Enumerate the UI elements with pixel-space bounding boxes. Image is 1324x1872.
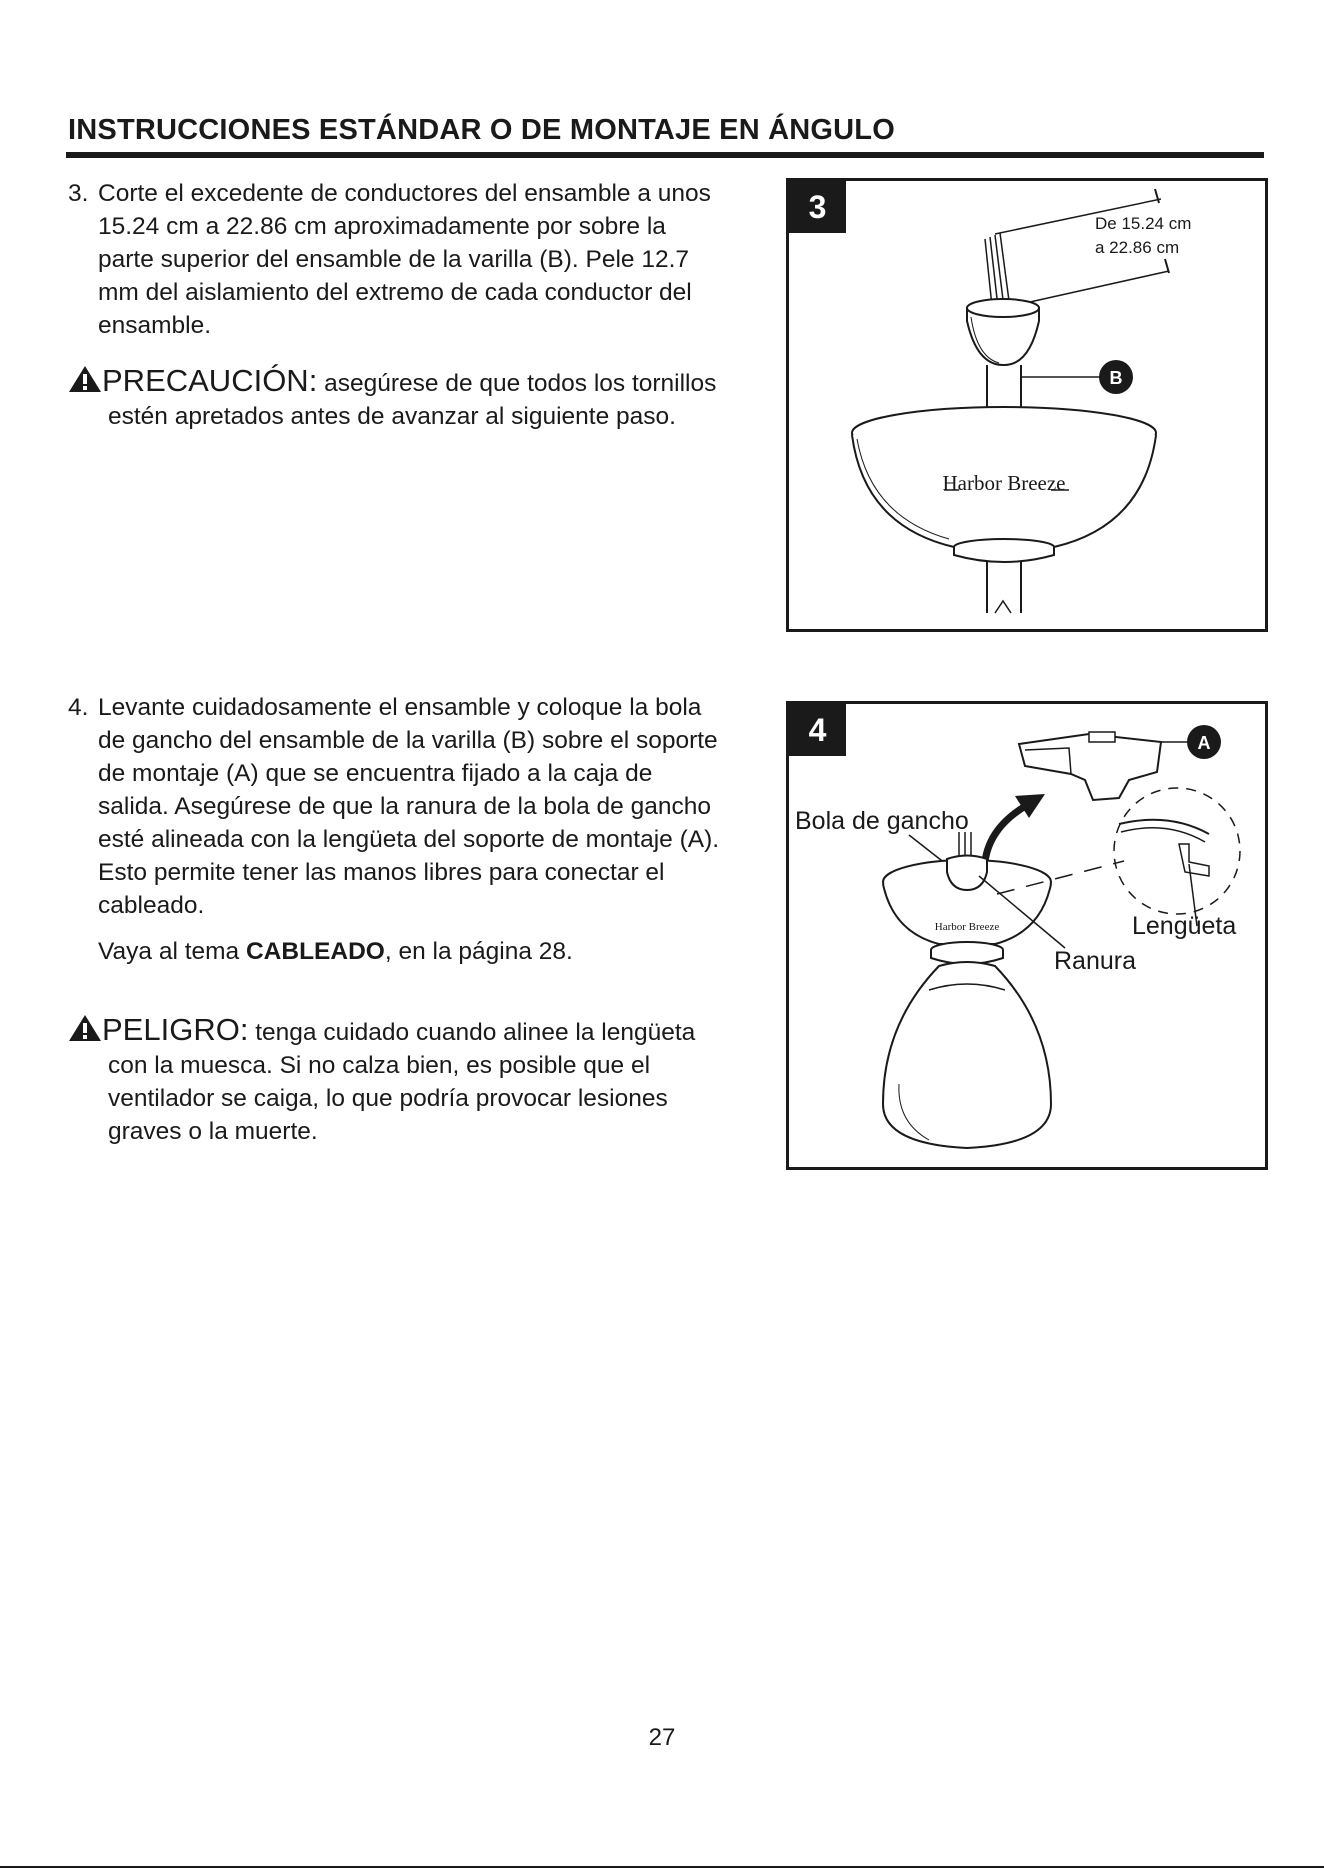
step-3-line: mm del aislamiento del extremo de cada conductor del [98, 279, 692, 306]
warning-triangle-icon [68, 1014, 102, 1042]
callout-a: A [1197, 733, 1211, 753]
step-3-line: parte superior del ensamble de la varilla (B). Pele 12.7 [98, 246, 690, 273]
figure-step-3 [786, 178, 1268, 632]
caution-text: asegúrese de que todos los tornillos [317, 370, 717, 397]
goto-prefix: Vaya al tema [98, 938, 246, 965]
downrod-assembly-illustration [789, 181, 1265, 629]
step-4-text [68, 691, 788, 922]
step-4-line: de montaje (A) que se encuentra fijado a la caja de [98, 760, 653, 787]
step-4-line: salida. Asegúrese de que la ranura de la bola de gancho [98, 793, 711, 820]
step-4-line: cableado. [98, 892, 205, 919]
danger-text: con la muesca. Si no calza bien, es posible que el [108, 1052, 651, 1079]
danger-note [68, 1013, 788, 1148]
footer-divider [0, 1866, 1324, 1868]
brand-logo: Harbor Breeze [942, 471, 1066, 495]
step-4-line: de gancho del ensamble de la varilla (B) sobre el soporte [98, 727, 718, 754]
figure-step-4 [786, 701, 1268, 1170]
step-3-line: 15.24 cm a 22.86 cm aproximadamente por sobre la [98, 213, 666, 240]
page-title: INSTRUCCIONES ESTÁNDAR O DE MONTAJE EN ÁNGULO [68, 114, 895, 146]
measurement-label: a 22.86 cm [1095, 238, 1180, 257]
warning-triangle-icon [68, 365, 102, 393]
step-4-line: Levante cuidadosamente el ensamble y coloque la bola [98, 694, 702, 721]
tab-label: Lengüeta [1132, 912, 1237, 940]
step-4-line: Esto permite tener las manos libres para conectar el [98, 859, 665, 886]
danger-heading: PELIGRO: [102, 1012, 249, 1047]
callout-b: B [1109, 368, 1123, 388]
slot-label: Ranura [1054, 947, 1136, 975]
caution-heading: PRECAUCIÓN: [102, 363, 318, 398]
brand-logo: Harbor Breeze [934, 921, 1000, 933]
step-3-text [68, 177, 768, 342]
caution-text: estén apretados antes de avanzar al siguiente paso. [108, 403, 676, 430]
page-number: 27 [648, 1724, 676, 1751]
step-3-line: ensamble. [98, 312, 212, 339]
title-divider [66, 152, 1264, 158]
hanging-assembly-illustration [789, 704, 1265, 1167]
caution-note [68, 364, 788, 433]
step-3-line: Corte el excedente de conductores del ensamble a unos [98, 180, 711, 207]
danger-text: ventilador se caiga, lo que podría provocar lesiones [108, 1085, 668, 1112]
danger-text: tenga cuidado cuando alinee la lengüeta [248, 1019, 696, 1046]
goto-suffix: , en la página 28. [384, 938, 573, 965]
figure-3-badge: 3 [789, 181, 846, 233]
hook-ball-label: Bola de gancho [795, 807, 969, 835]
measurement-label: De 15.24 cm [1095, 214, 1192, 233]
danger-text: graves o la muerte. [108, 1118, 318, 1145]
step-4-number: 4. [68, 694, 89, 721]
figure-4-badge: 4 [789, 704, 846, 756]
goto-wiring-link: CABLEADO [245, 938, 385, 965]
step-4-line: esté alineada con la lengüeta del soporte de montaje (A). [98, 826, 720, 853]
goto-wiring-note [98, 938, 573, 966]
step-3-number: 3. [68, 180, 89, 207]
